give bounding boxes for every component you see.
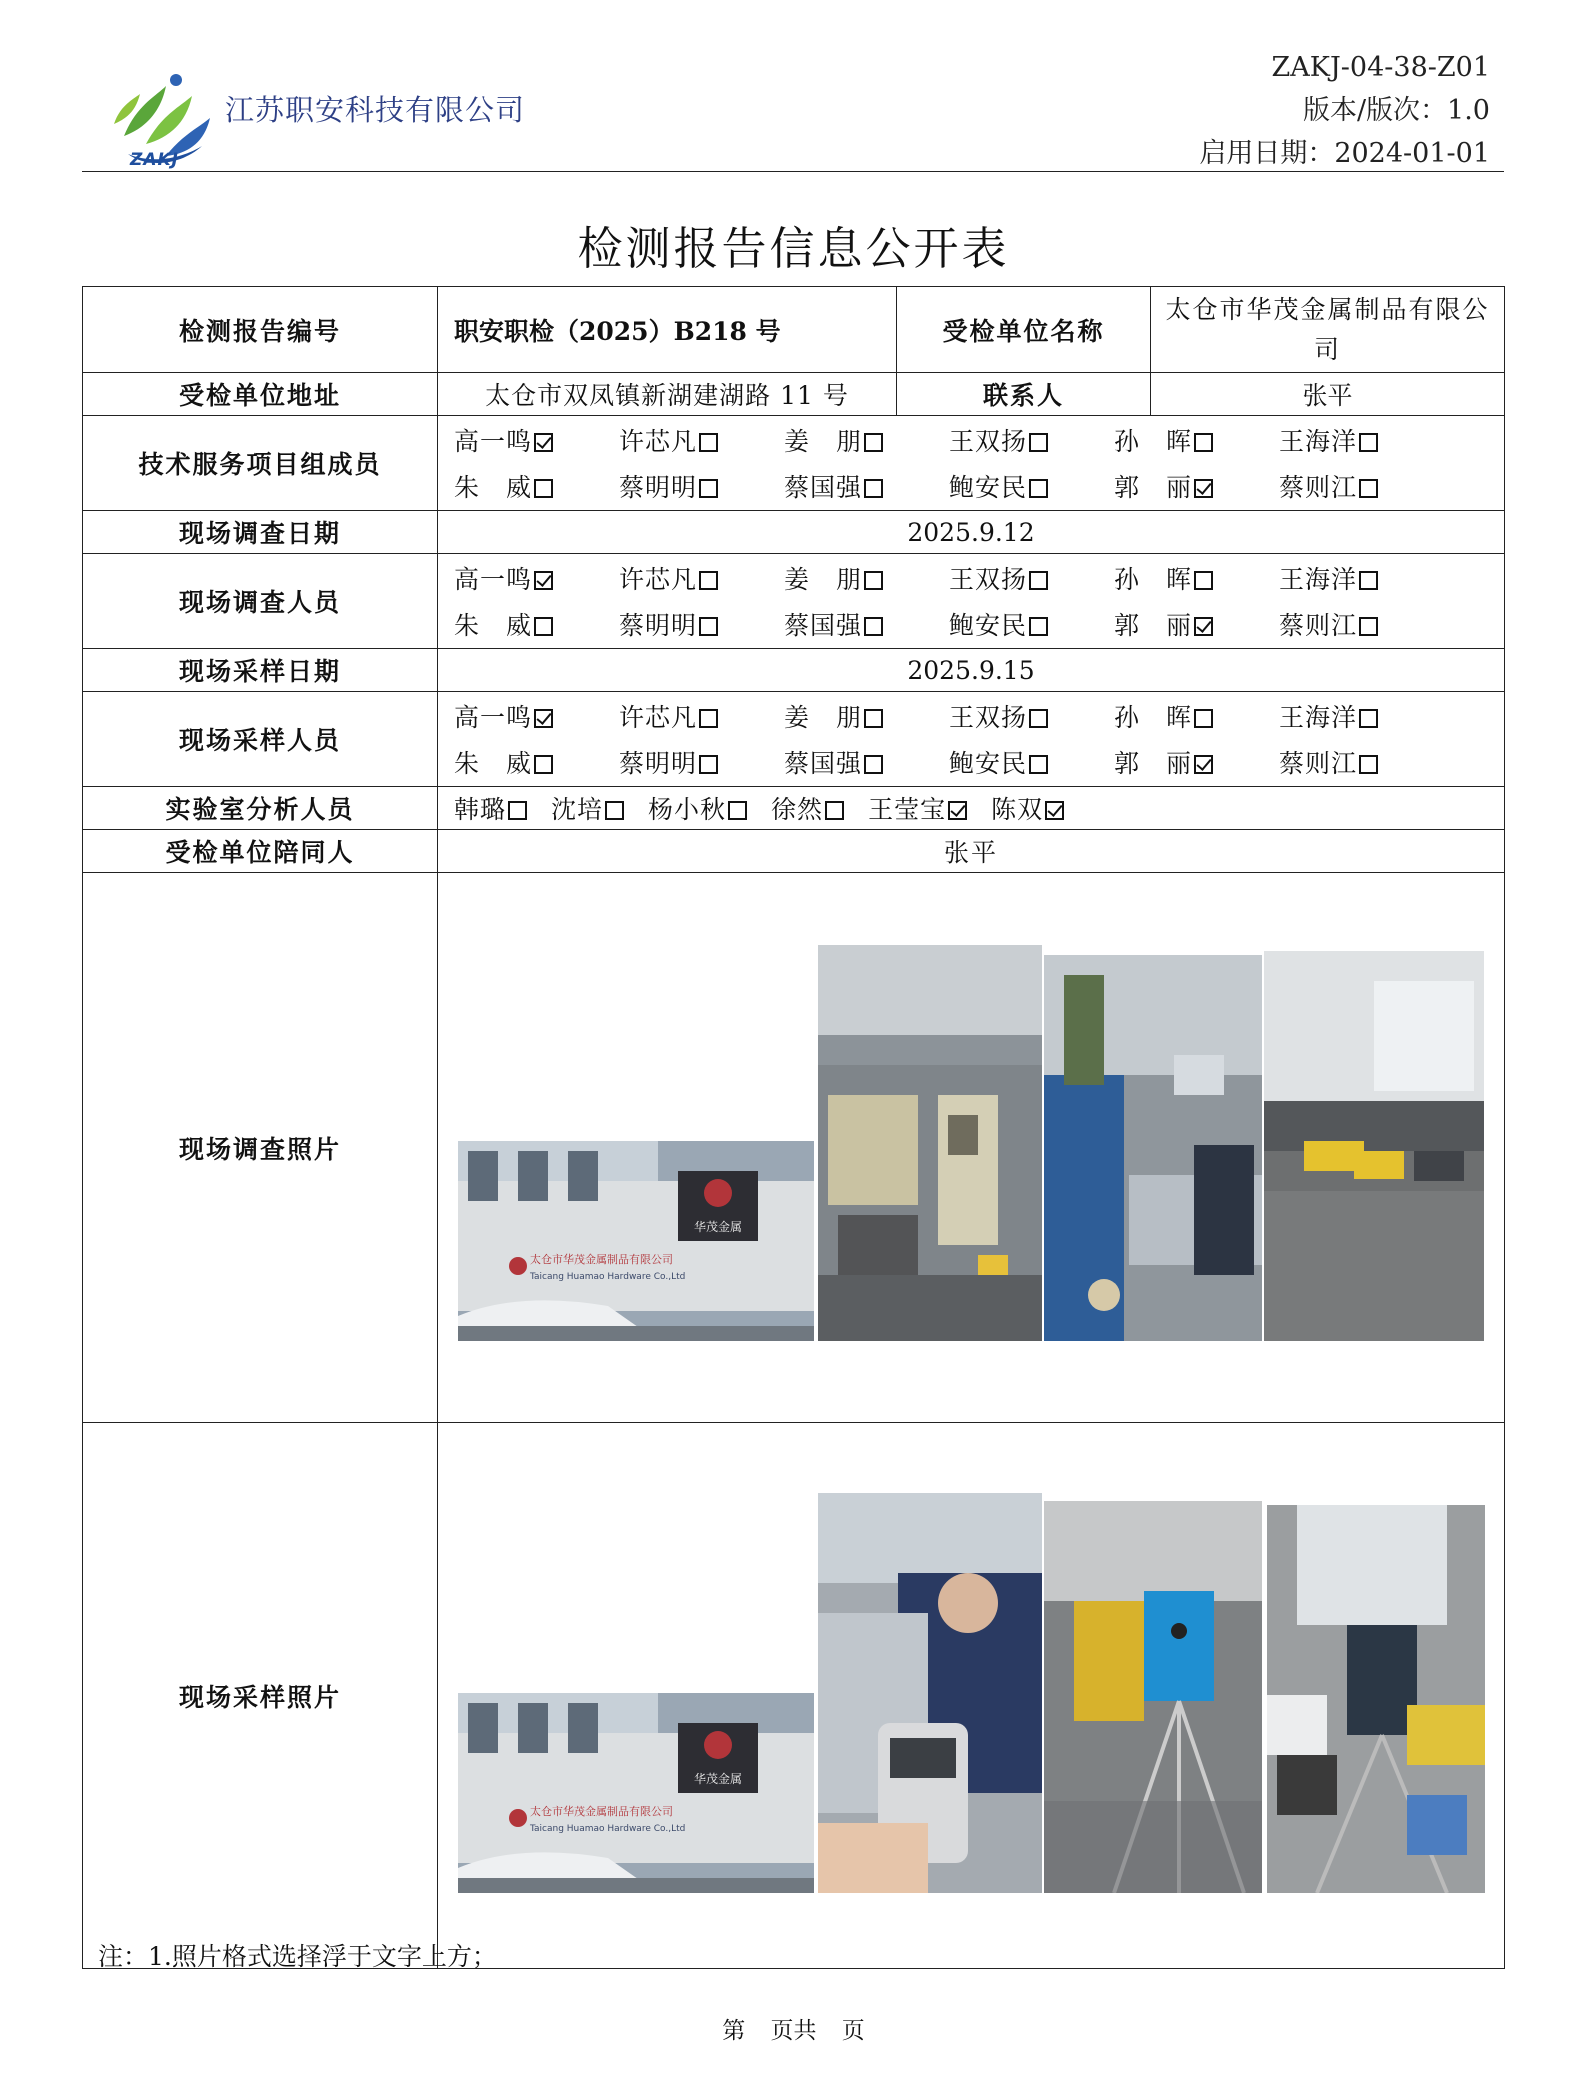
sampling-photo-sampler-2 (1267, 1505, 1485, 1893)
report-no-label: 检测报告编号 (83, 287, 438, 373)
unchecked-checkbox[interactable] (864, 433, 883, 452)
checked-checkbox[interactable] (948, 801, 967, 820)
staff-member-name: 蔡国强 (784, 611, 863, 640)
staff-member-name: 孙 晖 (1114, 427, 1193, 456)
unchecked-checkbox[interactable] (699, 571, 718, 590)
staff-member (454, 744, 619, 780)
staff-member-name: 姜 朋 (784, 427, 863, 456)
staff-member (454, 560, 619, 596)
staff-member-name: 蔡则江 (1279, 749, 1358, 778)
staff-member-name: 蔡则江 (1279, 473, 1358, 502)
company-sign-text: 太仓市华茂金属制品有限公司 (530, 1253, 673, 1266)
survey-photo-workshop-3 (1264, 951, 1484, 1341)
company-sign-text: 太仓市华茂金属制品有限公司 (530, 1805, 673, 1818)
survey-date-label: 现场调查日期 (83, 511, 438, 554)
doc-code: ZAKJ-04-38-Z01 (1271, 52, 1490, 83)
staff-member-name: 沈培 (551, 795, 604, 824)
unchecked-checkbox[interactable] (1029, 479, 1048, 498)
staff-member (1114, 422, 1279, 458)
staff-member (1279, 468, 1444, 504)
staff-member (619, 698, 784, 734)
unchecked-checkbox[interactable] (1359, 755, 1378, 774)
row-escort (83, 830, 1505, 873)
staff-member (949, 422, 1114, 458)
unchecked-checkbox[interactable] (1359, 571, 1378, 590)
lab-staff-label: 实验室分析人员 (83, 787, 438, 830)
info-table (82, 286, 1505, 1969)
lab-staff-members (448, 790, 1494, 826)
company-sign-text-en: Taicang Huamao Hardware Co.,Ltd (530, 1824, 686, 1834)
staff-member (1114, 560, 1279, 596)
staff-member (1114, 698, 1279, 734)
staff-member (619, 468, 784, 504)
page-footer: 第 页共 页 (722, 2018, 865, 2044)
unchecked-checkbox[interactable] (508, 801, 527, 820)
staff-member-name: 孙 晖 (1114, 703, 1193, 732)
staff-member (949, 744, 1114, 780)
staff-member-name: 王海洋 (1279, 427, 1358, 456)
staff-member-name: 王海洋 (1279, 565, 1358, 594)
unchecked-checkbox[interactable] (1029, 433, 1048, 452)
staff-member (619, 606, 784, 642)
unchecked-checkbox[interactable] (864, 479, 883, 498)
page-title: 检测报告信息公开表 (577, 222, 1010, 275)
brand-sign-text: 华茂金属 (693, 1220, 743, 1234)
unchecked-checkbox[interactable] (1029, 709, 1048, 728)
brand-sign-text: 华茂金属 (693, 1772, 743, 1786)
staff-member-name: 高一鸣 (454, 703, 533, 732)
logo-text: ZAKJ (130, 150, 179, 170)
staff-member (551, 790, 624, 826)
unchecked-checkbox[interactable] (1029, 755, 1048, 774)
staff-member (1279, 560, 1444, 596)
row-team (83, 416, 1505, 511)
row-survey-staff (83, 554, 1505, 649)
staff-member (771, 790, 844, 826)
staff-member-name: 徐然 (771, 795, 824, 824)
checked-checkbox[interactable] (1194, 479, 1213, 498)
staff-member-name: 蔡则江 (1279, 611, 1358, 640)
staff-member (991, 790, 1064, 826)
checked-checkbox[interactable] (1194, 755, 1213, 774)
staff-member (784, 698, 949, 734)
staff-member (949, 560, 1114, 596)
checked-checkbox[interactable] (534, 571, 553, 590)
staff-member (784, 468, 949, 504)
staff-member-name: 韩璐 (454, 795, 507, 824)
checked-checkbox[interactable] (1045, 801, 1064, 820)
row-lab-staff (83, 787, 1505, 830)
noise-meter-photo-image (818, 1493, 1042, 1893)
row-sampling-photos (83, 1423, 1505, 1969)
unchecked-checkbox[interactable] (699, 709, 718, 728)
row-report-no (83, 287, 1505, 373)
row-survey-date (83, 511, 1505, 554)
sampling-photo-building (458, 1693, 814, 1893)
survey-photos-label: 现场调查照片 (83, 873, 438, 1423)
sampling-pump-photo-image (1267, 1505, 1485, 1893)
unchecked-checkbox[interactable] (699, 479, 718, 498)
unchecked-checkbox[interactable] (1194, 709, 1213, 728)
staff-member (949, 468, 1114, 504)
page-header (82, 44, 1504, 172)
staff-member-name: 蔡明明 (619, 611, 698, 640)
doc-version: 版本/版次：1.0 (1302, 95, 1490, 126)
unchecked-checkbox[interactable] (864, 571, 883, 590)
unchecked-checkbox[interactable] (864, 617, 883, 636)
staff-member-name: 孙 晖 (1114, 565, 1193, 594)
sampling-photos-label: 现场采样照片 (83, 1423, 438, 1969)
staff-member-name: 朱 威 (454, 611, 533, 640)
unchecked-checkbox[interactable] (864, 709, 883, 728)
staff-member-name: 郭 丽 (1114, 473, 1193, 502)
staff-member (619, 744, 784, 780)
staff-member (1279, 422, 1444, 458)
unchecked-checkbox[interactable] (825, 801, 844, 820)
survey-photo-workshop-2 (1044, 955, 1262, 1341)
staff-member-name: 许芯凡 (619, 703, 698, 732)
staff-member (868, 790, 967, 826)
staff-member (454, 468, 619, 504)
contact-value: 张平 (1151, 373, 1505, 416)
unchecked-checkbox[interactable] (1359, 709, 1378, 728)
row-sampling-staff (83, 692, 1505, 787)
staff-member-name: 鲍安民 (949, 473, 1028, 502)
machine-operator-photo-image (1044, 955, 1262, 1341)
survey-photos (438, 873, 1504, 1422)
building-photo-image (458, 1141, 814, 1341)
staff-member-name: 杨小秋 (648, 795, 727, 824)
staff-member-name: 陈双 (991, 795, 1044, 824)
unchecked-checkbox[interactable] (1359, 433, 1378, 452)
checked-checkbox[interactable] (534, 709, 553, 728)
staff-member-name: 姜 朋 (784, 703, 863, 732)
staff-member (648, 790, 747, 826)
staff-member (619, 422, 784, 458)
staff-member (784, 560, 949, 596)
staff-member-name: 王海洋 (1279, 703, 1358, 732)
staff-member-name: 许芯凡 (619, 565, 698, 594)
escort-label: 受检单位陪同人 (83, 830, 438, 873)
staff-member-name: 王莹宝 (868, 795, 947, 824)
staff-member-name: 郭 丽 (1114, 611, 1193, 640)
survey-photo-building (458, 1141, 814, 1341)
survey-staff-label: 现场调查人员 (83, 554, 438, 649)
company-sign-text-en: Taicang Huamao Hardware Co.,Ltd (530, 1272, 686, 1282)
sampling-photos (438, 1423, 1504, 1968)
report-no-value: 职安职检（2025）B218 号 (438, 287, 897, 373)
staff-member-name: 高一鸣 (454, 427, 533, 456)
checked-checkbox[interactable] (1194, 617, 1213, 636)
staff-member-name: 鲍安民 (949, 749, 1028, 778)
unchecked-checkbox[interactable] (1029, 571, 1048, 590)
staff-member (784, 744, 949, 780)
address-label: 受检单位地址 (83, 373, 438, 416)
staff-member (454, 606, 619, 642)
workshop-floor-photo-image (1264, 951, 1484, 1341)
doc-effective-date: 启用日期：2024-01-01 (1199, 138, 1490, 169)
staff-member (1114, 744, 1279, 780)
staff-member-name: 高一鸣 (454, 565, 533, 594)
unchecked-checkbox[interactable] (728, 801, 747, 820)
staff-member-name: 鲍安民 (949, 611, 1028, 640)
unchecked-checkbox[interactable] (534, 479, 553, 498)
sampling-staff-members (448, 692, 1494, 786)
staff-member (1279, 606, 1444, 642)
staff-member (784, 606, 949, 642)
sampling-photo-meter (818, 1493, 1042, 1893)
staff-member-name: 王双扬 (949, 565, 1028, 594)
team-label: 技术服务项目组成员 (83, 416, 438, 511)
staff-member-name: 朱 威 (454, 473, 533, 502)
building-photo-image (458, 1693, 814, 1893)
survey-staff-members (448, 554, 1494, 648)
staff-member (1279, 698, 1444, 734)
unchecked-checkbox[interactable] (699, 433, 718, 452)
contact-label: 联系人 (897, 373, 1151, 416)
team-members (448, 416, 1494, 510)
staff-member (784, 422, 949, 458)
unchecked-checkbox[interactable] (1194, 571, 1213, 590)
row-address (83, 373, 1505, 416)
air-sampler-photo-image (1044, 1501, 1262, 1893)
unchecked-checkbox[interactable] (605, 801, 624, 820)
unit-name-value: 太仓市华茂金属制品有限公司 (1151, 287, 1505, 373)
document-meta (1199, 46, 1490, 175)
sampling-photo-sampler-1 (1044, 1501, 1262, 1893)
staff-member (454, 698, 619, 734)
checked-checkbox[interactable] (534, 433, 553, 452)
note-text: 注：1.照片格式选择浮于文字上方； (98, 1942, 497, 1971)
staff-member-name: 朱 威 (454, 749, 533, 778)
staff-member (949, 698, 1114, 734)
company-name: 江苏职安科技有限公司 (225, 93, 526, 127)
staff-member-name: 王双扬 (949, 703, 1028, 732)
row-survey-photos (83, 873, 1505, 1423)
unchecked-checkbox[interactable] (864, 755, 883, 774)
survey-photo-workshop-1 (818, 945, 1042, 1341)
unchecked-checkbox[interactable] (699, 617, 718, 636)
sampling-date-label: 现场采样日期 (83, 649, 438, 692)
staff-member-name: 许芯凡 (619, 427, 698, 456)
sampling-staff-label: 现场采样人员 (83, 692, 438, 787)
staff-member-name: 姜 朋 (784, 565, 863, 594)
staff-member (1279, 744, 1444, 780)
staff-member (1114, 606, 1279, 642)
staff-member-name: 蔡国强 (784, 749, 863, 778)
unchecked-checkbox[interactable] (1359, 617, 1378, 636)
staff-member (1114, 468, 1279, 504)
survey-date-value: 2025.9.12 (438, 511, 1505, 554)
staff-member-name: 蔡国强 (784, 473, 863, 502)
staff-member-name: 蔡明明 (619, 473, 698, 502)
row-sampling-date (83, 649, 1505, 692)
unchecked-checkbox[interactable] (1029, 617, 1048, 636)
unchecked-checkbox[interactable] (534, 755, 553, 774)
staff-member-name: 王双扬 (949, 427, 1028, 456)
staff-member (949, 606, 1114, 642)
staff-member (619, 560, 784, 596)
unchecked-checkbox[interactable] (1359, 479, 1378, 498)
sampling-date-value: 2025.9.15 (438, 649, 1505, 692)
address-value: 太仓市双凤镇新湖建湖路 11 号 (438, 373, 897, 416)
staff-member (454, 790, 527, 826)
staff-member-name: 蔡明明 (619, 749, 698, 778)
staff-member-name: 郭 丽 (1114, 749, 1193, 778)
workshop-photo-image (818, 945, 1042, 1341)
unit-name-label: 受检单位名称 (897, 287, 1151, 373)
escort-value: 张平 (438, 830, 1505, 873)
unchecked-checkbox[interactable] (1194, 433, 1213, 452)
staff-member (454, 422, 619, 458)
unchecked-checkbox[interactable] (534, 617, 553, 636)
unchecked-checkbox[interactable] (699, 755, 718, 774)
